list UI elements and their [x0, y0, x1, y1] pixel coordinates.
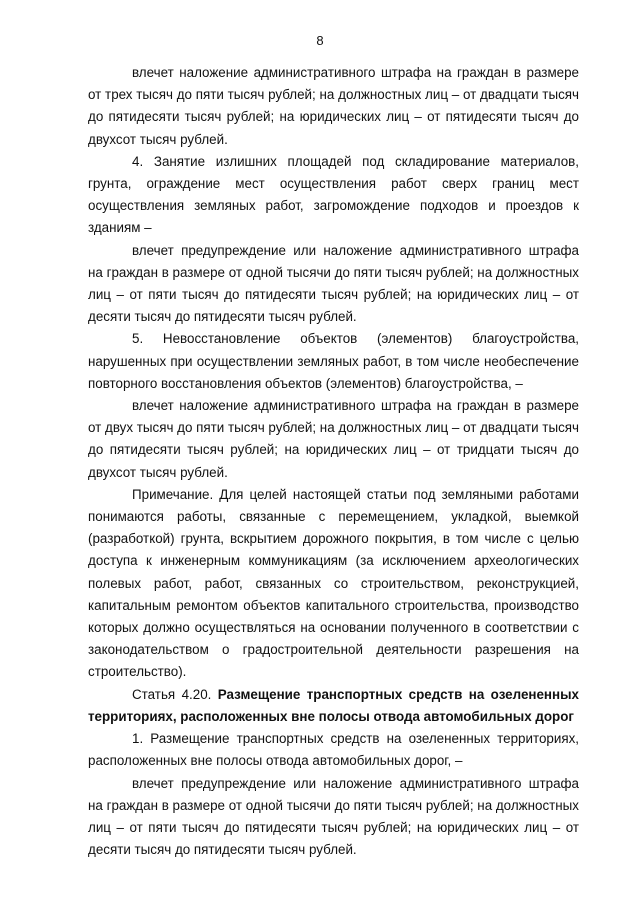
- article-title: Размещение транспортных средств на озелененных территориях, расположенных вне полосы отвода автомобильных дорог: [88, 686, 579, 724]
- paragraph-penalty-4: влечет предупреждение или наложение административного штрафа на граждан в размере от одной тысячи до пяти тысяч рублей; на должностных лиц – от пяти тысяч до пятидесяти тысяч рублей; на юридических лиц – от десяти тысяч до пятидесяти тысяч рублей.: [88, 242, 579, 325]
- article-number: Статья 4.20.: [132, 686, 218, 702]
- paragraph-article-item-1: 1. Размещение транспортных средств на озелененных территориях, расположенных вне полосы отвода автомобильных дорог, –: [88, 731, 579, 769]
- paragraph-penalty-5: влечет наложение административного штрафа на граждан в размере от двух тысяч до пяти тысяч рублей; на должностных лиц – от двадцати тысяч до пятидесяти тысяч рублей; на юридических лиц – от тридцати тысяч до двухсот тысяч рублей.: [88, 398, 579, 480]
- document-body: [88, 62, 579, 861]
- page-number: 8: [316, 33, 324, 48]
- article-heading: [88, 684, 579, 728]
- paragraph-penalty-3: влечет наложение административного штрафа на граждан в размере от трех тысяч до пяти тысяч рублей; на должностных лиц – от двадцати тысяч до пятидесяти тысяч рублей; на юридических лиц – от пятидесяти тысяч до двухсот тысяч рублей.: [88, 65, 579, 147]
- paragraph-item-4: 4. Занятие излишних площадей под складирование материалов, грунта, ограждение мест осуществления работ сверх границ мест осуществления земляных работ, загромождение подходов и проездов к зданиям –: [88, 153, 579, 236]
- paragraph-item-5: 5. Невосстановление объектов (элементов) благоустройства, нарушенных при осуществлении земляных работ, в том числе необеспечение повторного восстановления объектов (элементов) благоустройства, –: [88, 331, 579, 391]
- paragraph-note: Примечание. Для целей настоящей статьи под земляными работами понимаются работы, связанные с перемещением, укладкой, выемкой (разработкой) грунта, вскрытием дорожного покрытия, в том числе с целью доступа к инженерным коммуникациям (за исключением археологических полевых работ, работ, связанных со строительством, реконструкцией, капитальным ремонтом объектов капитального строительства, производство которых должно осуществляться на основании полученного в соответствии с законодательством о градостроительной деятельности разрешения на строительство).: [88, 486, 579, 680]
- paragraph-article-penalty-1: влечет предупреждение или наложение административного штрафа на граждан в размере от одной тысячи до пяти тысяч рублей; на должностных лиц – от пяти тысяч до пятидесяти тысяч рублей; на юридических лиц – от десяти тысяч до пятидесяти тысяч рублей.: [88, 775, 579, 858]
